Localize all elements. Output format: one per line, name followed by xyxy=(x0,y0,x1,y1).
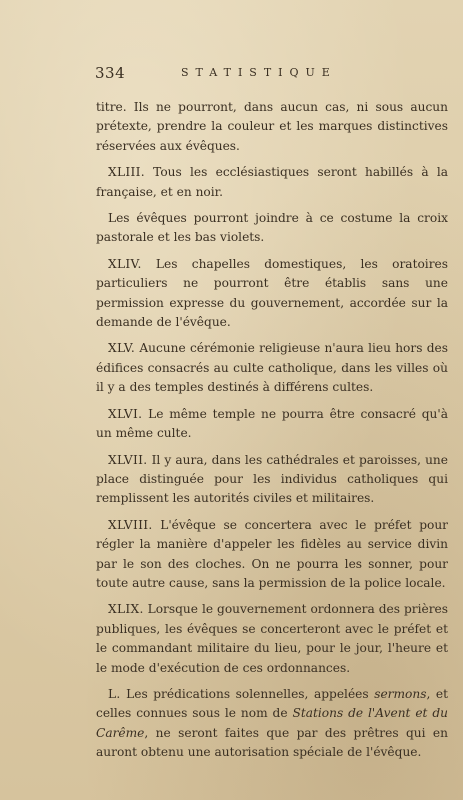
paragraph-text: Le même temple ne pourra être consacré qu'à un même culte. xyxy=(96,406,448,441)
paragraph-text: Tous les ecclésiastiques seront habillés à la française, et en noir. xyxy=(96,165,449,199)
page-number: 334 xyxy=(95,64,126,82)
article-paragraph xyxy=(96,516,448,594)
paragraph-text: Il y aura, dans les cathédrales et paroisses, une place distinguée pour les individus catholiques qui remplissent les autorités civiles et militaires. xyxy=(96,452,448,506)
italic-term: Stations de l'Avent et du Carême xyxy=(96,706,449,740)
article-paragraph xyxy=(96,339,448,397)
paragraph-text: Lorsque le gouvernement ordonnera des prières publiques, les évêques se concerteront avec le préfet et le commandant militaire du lieu, pour le jour, l'heure et le mode d'exécution de ces ordonnances. xyxy=(96,602,449,675)
article-paragraph xyxy=(96,255,448,333)
paragraph-text: Les prédications solennelles, appelées xyxy=(126,686,369,701)
article-number: XLIV. xyxy=(108,256,142,271)
body-text xyxy=(96,98,448,770)
article-paragraph xyxy=(96,600,448,678)
article-paragraph xyxy=(96,685,448,763)
paragraph-text: Les chapelles domestiques, les oratoires particuliers ne pourront être établis sans une permission expresse du gouvernement, accordée sur la demande de l'évêque. xyxy=(96,256,448,330)
article-number: XLV. xyxy=(108,341,136,356)
article-paragraph xyxy=(96,163,448,202)
running-title: STATISTIQUE xyxy=(181,66,337,79)
paragraph xyxy=(96,209,448,248)
article-number: L. xyxy=(108,686,121,701)
article-number: XLIX. xyxy=(108,602,144,617)
article-number: XLVII. xyxy=(108,452,148,467)
paragraph-text: L'évêque se concertera avec le préfet pour régler la manière d'appeler les fidèles au service divin par le son des cloches. On ne pourra les sonner, pour toute autre cause, sans la permission de la police locale. xyxy=(96,517,449,590)
paragraph-text: , ne seront faites que par des prêtres qui en auront obtenu une autorisation spéciale de l'évêque. xyxy=(96,725,448,760)
paragraph-text: Aucune cérémonie religieuse n'aura lieu hors des édifices consacrés au culte catholique, dans les villes où il y a des temples destinés à différens cultes. xyxy=(96,341,448,395)
article-number: XLIII. xyxy=(108,165,145,180)
paragraph-text: titre. Ils ne pourront, dans aucun cas, ni sous aucun prétexte, prendre la couleur et les marques distinctives réservées aux évêques. xyxy=(96,100,448,153)
page-header xyxy=(95,64,455,84)
article-number: XLVI. xyxy=(108,406,143,421)
italic-term: sermons xyxy=(374,686,427,701)
article-paragraph xyxy=(96,405,448,444)
paragraph-text: Les évêques pourront joindre à ce costume la croix pastorale et les bas violets. xyxy=(96,211,448,245)
paragraph-text: , et celles connues sous le nom de xyxy=(96,686,449,721)
article-number: XLVIII. xyxy=(108,517,153,532)
paragraph xyxy=(96,98,448,156)
article-paragraph xyxy=(96,451,448,509)
